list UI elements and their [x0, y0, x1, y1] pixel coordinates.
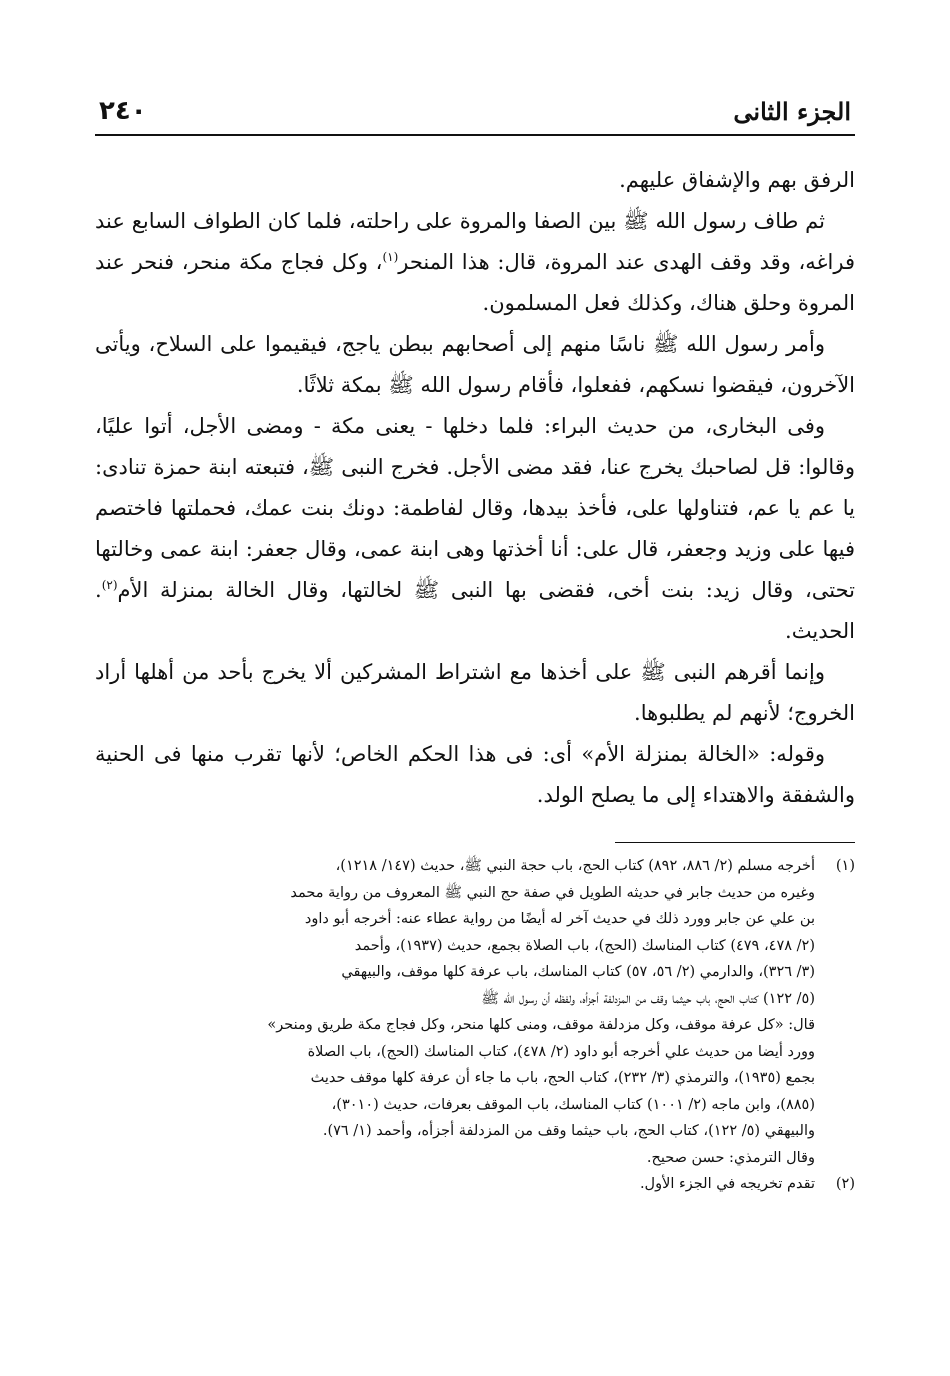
footnote-ref-1[interactable]: (١)	[382, 250, 399, 264]
footnote-line: (٣/ ٣٢٦)، والدارمي (٢/ ٥٦، ٥٧) كتاب المناسك، باب عرفة كلها موقف، والبيهقي	[341, 964, 815, 980]
footnotes	[95, 853, 855, 1198]
footnote-line: بجمع (١٩٣٥)، والترمذي (٣/ ٢٣٢)، كتاب الحج، باب ما جاء أن عرفة كلها موقف حديث	[310, 1070, 815, 1086]
footnote-line: بن علي عن جابر وورد ذلك في حديث آخر له أيضًا من رواية عطاء عنه: أخرجه أبو داود	[304, 911, 815, 927]
footnote-line: قال: «كل عرفة موقف، وكل مزدلفة موقف، ومنى كلها منحر، وكل فجاج مكة طريق ومنحر»	[267, 1017, 815, 1033]
footnote-line: وغيره من حديث جابر في حديثه الطويل في صفة حج النبي ﷺ المعروف من رواية محمد	[290, 884, 815, 901]
footnote-line: أخرجه مسلم (٢/ ٨٨٦، ٨٩٢) كتاب الحج، باب حجة النبي ﷺ، حديث (١٤٧/ ١٢١٨)،	[335, 858, 815, 874]
footnote-line: (٨٨٥)، وابن ماجه (٢/ ١٠٠١) كتاب المناسك، باب الموقف بعرفات، حديث (٣٠١٠)،	[331, 1096, 815, 1113]
footnote-2-body: تقدم تخريجه في الجزء الأول.	[639, 1176, 815, 1192]
page-header	[95, 80, 855, 136]
running-title: الجزء الثانى	[733, 97, 851, 126]
footnote-line: (٥/ ١٢٢) كتاب الحج، باب حيثما وقف من المزدلفة أجزأه، ولفظه أن رسول الله ﷺ	[481, 990, 815, 1007]
footnote-2-marker: (٢)	[835, 1176, 855, 1192]
book-page	[95, 80, 855, 1198]
paragraph-3: وأمر رسول الله ﷺ ناسًا منهم إلى أصحابهم ببطن ياجج، فيقيموا على السلاح، ويأتى الآخرون، فيقضوا نسكهم، ففعلوا، فأقام رسول الله ﷺ بمكة ثلاثًا.	[95, 332, 855, 397]
paragraph-4-text: وفى البخارى، من حديث البراء: فلما دخلها - يعنى مكة - ومضى الأجل، أتوا عليًا، وقالوا: قل لصاحبك يخرج عنا، فقد مضى الأجل. فخرج النبى ﷺ، فتبعته ابنة حمزة تنادى: يا عم يا عم، فتناولها على، فأخذ بيدها، وقال لفاطمة: دونك بنت عمك، فحملتها فاختصم فيها على وزيد وجعفر، قال على: أنا أخذتها وهى ابنة عمى، وقال جعفر: ابنة عمى وخالتها تحتى، وقال زيد: بنت أخى، فقضى بها النبى ﷺ لخالتها، وقال الخالة بمنزلة الأم	[95, 414, 855, 602]
footnote-divider	[615, 842, 855, 843]
paragraph-4-tail: . الحديث.	[95, 578, 855, 643]
footnote-line: وورد أيضا من حديث علي أخرجه أبو داود (٢/ ٤٧٨)، كتاب المناسك (الحج)، باب الصلاة	[307, 1043, 815, 1060]
paragraph-2-text: ثم طاف رسول الله ﷺ بين الصفا والمروة على راحلته، فلما كان الطواف السابع عند فراغه، وقد وقف الهدى عند المروة، قال: هذا المنحر	[95, 209, 855, 274]
footnote-line: (٢/ ٤٧٨، ٤٧٩) كتاب المناسك (الحج)، باب الصلاة بجمع، حديث (١٩٣٧)، وأحمد	[354, 937, 815, 954]
footnote-2	[95, 1171, 855, 1198]
paragraph-2-tail: ، وكل فجاج مكة منحر، فنحر عند المروة وحلق هناك، وكذلك فعل المسلمون.	[95, 250, 855, 315]
footnote-1-marker: (١)	[835, 858, 855, 874]
page-number: ٢٤٠	[99, 96, 147, 126]
footnote-ref-2[interactable]: (٢)	[101, 578, 118, 592]
footnote-1	[95, 853, 855, 1171]
paragraph-4	[95, 406, 855, 652]
paragraph-1: الرفق بهم والإشفاق عليهم.	[619, 168, 855, 192]
footnote-line: والبيهقي (٥/ ١٢٢)، كتاب الحج، باب حيثما وقف من المزدلفة أجزأه، وأحمد (١/ ٧٦).	[322, 1123, 815, 1139]
footnote-line: وقال الترمذي: حسن صحيح.	[646, 1149, 815, 1166]
paragraph-5: وإنما أقرهم النبى ﷺ على أخذها مع اشتراط المشركين ألا يخرج بأحد من أهلها أراد الخروج؛ لأنهم لم يطلبوها.	[95, 660, 855, 725]
footnote-1-body	[95, 853, 815, 1171]
main-text	[95, 160, 855, 816]
paragraph-2	[95, 201, 855, 324]
paragraph-6: وقوله: «الخالة بمنزلة الأم» أى: فى هذا الحكم الخاص؛ لأنها تقرب منها فى الحنية والشفقة والاهتداء إلى ما يصلح الولد.	[95, 742, 855, 807]
